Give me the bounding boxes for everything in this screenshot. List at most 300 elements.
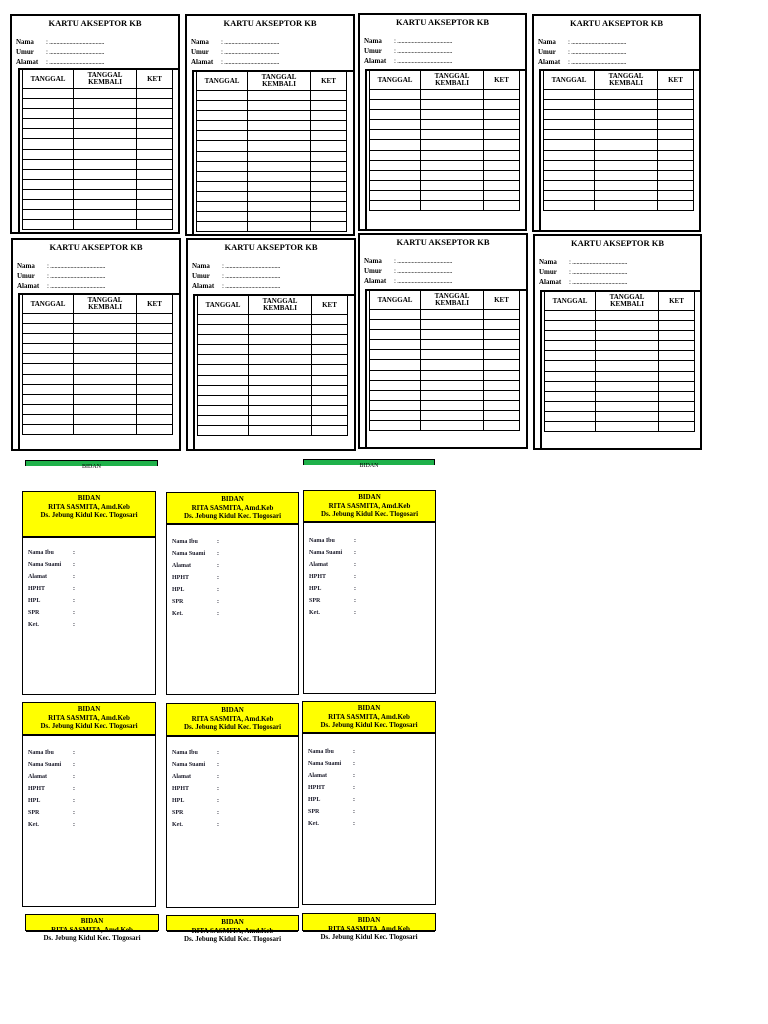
- column-header-ket: KET: [484, 291, 520, 310]
- kb-card-fields: [17, 261, 105, 292]
- kb-field-label: Alamat: [16, 58, 39, 67]
- table-cell: [249, 345, 312, 355]
- kb-field-nama: [364, 36, 452, 46]
- table-cell: [197, 202, 248, 212]
- kb-field-label: Nama: [364, 37, 382, 45]
- kb-field-nama: [191, 37, 279, 47]
- table-cell: [23, 99, 74, 109]
- table-cell: [596, 422, 659, 432]
- table-cell: [74, 200, 137, 210]
- table-cell: [370, 330, 421, 340]
- table-cell: [137, 210, 173, 220]
- table-cell: [248, 141, 311, 151]
- kb-field-umur: [192, 271, 280, 281]
- table-row: [197, 212, 347, 222]
- table-row: [370, 400, 520, 410]
- anc-card-2: [166, 492, 299, 695]
- table-cell: [74, 139, 137, 149]
- table-header-row: [370, 291, 520, 310]
- table-cell: [248, 212, 311, 222]
- table-cell: [545, 401, 596, 411]
- table-row: [23, 324, 173, 334]
- kb-field-label: Umur: [538, 48, 556, 57]
- table-cell: [421, 170, 484, 180]
- table-cell: [421, 150, 484, 160]
- kb-field-label: Nama: [16, 38, 34, 46]
- table-cell: [659, 351, 695, 361]
- table-cell: [74, 344, 137, 354]
- table-cell: [596, 361, 659, 371]
- table-cell: [198, 426, 249, 436]
- table-cell: [421, 140, 484, 150]
- anc-field-ket: [172, 819, 219, 831]
- table-header-row: [545, 292, 695, 311]
- table-row: [545, 401, 695, 411]
- table-cell: [197, 121, 248, 131]
- table-cell: [74, 99, 137, 109]
- table-cell: [23, 374, 74, 384]
- kb-visit-table: [22, 294, 173, 435]
- table-header-row: [544, 71, 694, 90]
- table-cell: [659, 422, 695, 432]
- table-cell: [137, 149, 173, 159]
- table-row: [545, 361, 695, 371]
- anc-field-spr: [308, 806, 355, 818]
- table-cell: [484, 170, 520, 180]
- anc-field-colon: :: [217, 575, 219, 581]
- kb-field-label: Nama: [17, 262, 35, 270]
- table-cell: [596, 321, 659, 331]
- kb-card-title: KARTU AKSEPTOR KB: [570, 238, 665, 248]
- anc-header-midwife-name: RITA SASMITA, Amd.Keb: [51, 925, 133, 934]
- table-cell: [312, 405, 348, 415]
- table-cell: [137, 374, 173, 384]
- kb-field-label: Alamat: [17, 282, 40, 291]
- table-row: [23, 384, 173, 394]
- table-cell: [249, 385, 312, 395]
- anc-field-colon: :: [73, 574, 75, 580]
- table-cell: [312, 345, 348, 355]
- table-cell: [197, 111, 248, 121]
- table-cell: [595, 90, 658, 100]
- table-cell: [421, 421, 484, 431]
- table-cell: [596, 331, 659, 341]
- kb-card-title: KARTU AKSEPTOR KB: [223, 18, 317, 28]
- table-row: [198, 325, 348, 335]
- table-cell: [421, 160, 484, 170]
- kb-visit-table: [196, 71, 347, 232]
- table-cell: [198, 345, 249, 355]
- table-cell: [545, 311, 596, 321]
- table-cell: [137, 384, 173, 394]
- table-row: [198, 395, 348, 405]
- table-cell: [370, 190, 421, 200]
- anc-field-label: HPL: [28, 598, 41, 604]
- table-cell: [198, 395, 249, 405]
- table-cell: [311, 141, 347, 151]
- anc-card-header: [304, 491, 435, 523]
- kb-card-5: [11, 238, 181, 451]
- table-cell: [248, 131, 311, 141]
- table-header-row: [23, 70, 173, 89]
- table-cell: [23, 89, 74, 99]
- table-cell: [74, 129, 137, 139]
- kb-field-label: Alamat: [364, 277, 387, 286]
- table-cell: [198, 325, 249, 335]
- anc-header-midwife-name: RITA SASMITA, Amd.Keb: [328, 712, 410, 721]
- table-cell: [137, 425, 173, 435]
- anc-field-colon: :: [353, 773, 355, 779]
- table-cell: [197, 141, 248, 151]
- table-cell: [545, 411, 596, 421]
- table-cell: [544, 201, 595, 211]
- kb-field-blank: : ......................................: [568, 58, 627, 67]
- kb-field-blank: : ......................................: [394, 257, 453, 265]
- table-cell: [658, 90, 694, 100]
- table-row: [198, 426, 348, 436]
- table-cell: [596, 411, 659, 421]
- kb-field-label: Umur: [539, 268, 557, 277]
- anc-card-fields: [28, 747, 75, 831]
- anc-field-label: Nama Ibu: [309, 538, 335, 544]
- anc-header-title: BIDAN: [77, 705, 101, 713]
- table-cell: [596, 341, 659, 351]
- table-cell: [198, 355, 249, 365]
- anc-field-hpht: [309, 571, 356, 583]
- kb-field-label: Umur: [364, 267, 382, 276]
- table-cell: [248, 222, 311, 232]
- anc-field-colon: :: [73, 610, 75, 616]
- table-row: [23, 159, 173, 169]
- table-cell: [370, 110, 421, 120]
- table-cell: [74, 425, 137, 435]
- table-cell: [198, 335, 249, 345]
- column-header-ket: KET: [658, 71, 694, 90]
- anc-header-title: BIDAN: [77, 494, 101, 502]
- table-row: [370, 110, 520, 120]
- anc-field-label: Ket.: [308, 821, 319, 827]
- column-header-tanggal-kembali: TANGGAL KEMBALI: [596, 292, 659, 311]
- anc-field-colon: :: [354, 562, 356, 568]
- column-header-tanggal-kembali: TANGGAL KEMBALI: [421, 291, 484, 310]
- table-row: [370, 360, 520, 370]
- table-cell: [484, 180, 520, 190]
- anc-header-address: Ds. Jebung Kidul Kec. Tlogosari: [40, 722, 138, 730]
- kb-field-blank: : ......................................: [46, 38, 105, 46]
- table-cell: [421, 370, 484, 380]
- table-cell: [137, 344, 173, 354]
- table-cell: [198, 405, 249, 415]
- table-row: [198, 315, 348, 325]
- table-cell: [23, 425, 74, 435]
- table-cell: [545, 422, 596, 432]
- table-cell: [544, 170, 595, 180]
- anc-header-midwife-name: RITA SASMITA, Amd.Keb: [48, 713, 130, 722]
- table-cell: [312, 335, 348, 345]
- table-cell: [484, 150, 520, 160]
- table-cell: [659, 331, 695, 341]
- table-cell: [197, 171, 248, 181]
- kb-field-alamat: [192, 281, 280, 291]
- table-cell: [421, 320, 484, 330]
- column-header-tanggal: TANGGAL: [198, 296, 249, 315]
- table-row: [197, 222, 347, 232]
- anc-header-address: Ds. Jebung Kidul Kec. Tlogosari: [43, 934, 141, 942]
- kb-card-fields: [539, 257, 627, 288]
- table-cell: [249, 415, 312, 425]
- table-cell: [484, 370, 520, 380]
- table-row: [370, 330, 520, 340]
- table-cell: [23, 200, 74, 210]
- table-cell: [545, 331, 596, 341]
- table-cell: [311, 131, 347, 141]
- anc-field-nama-ibu: [308, 746, 355, 758]
- anc-field-label: Alamat: [28, 574, 47, 580]
- kb-card-3: [358, 13, 527, 231]
- table-cell: [74, 169, 137, 179]
- kb-card-4: [532, 14, 701, 232]
- table-row: [198, 385, 348, 395]
- anc-header-address: Ds. Jebung Kidul Kec. Tlogosari: [40, 511, 138, 519]
- table-cell: [312, 395, 348, 405]
- anc-header-address: Ds. Jebung Kidul Kec. Tlogosari: [183, 723, 282, 731]
- table-cell: [249, 365, 312, 375]
- table-cell: [197, 161, 248, 171]
- table-cell: [484, 100, 520, 110]
- anc-field-ket: [172, 608, 219, 620]
- anc-field-label: Nama Ibu: [308, 749, 334, 755]
- table-row: [370, 170, 520, 180]
- table-cell: [658, 130, 694, 140]
- table-cell: [484, 360, 520, 370]
- anc-field-alamat: [309, 559, 356, 571]
- table-cell: [249, 355, 312, 365]
- table-cell: [421, 201, 484, 211]
- table-cell: [248, 91, 311, 101]
- table-cell: [311, 161, 347, 171]
- table-row: [197, 171, 347, 181]
- table-row: [545, 391, 695, 401]
- table-row: [197, 111, 347, 121]
- table-row: [197, 161, 347, 171]
- anc-field-nama-suami: [172, 759, 219, 771]
- table-cell: [137, 324, 173, 334]
- table-row: [545, 351, 695, 361]
- column-header-tanggal: TANGGAL: [545, 292, 596, 311]
- anc-field-hpht: [28, 583, 75, 595]
- anc-field-alamat: [172, 771, 219, 783]
- anc-field-label: SPR: [28, 810, 40, 816]
- table-cell: [23, 210, 74, 220]
- table-cell: [421, 330, 484, 340]
- table-cell: [197, 212, 248, 222]
- table-row: [544, 201, 694, 211]
- kb-field-blank: : ......................................: [569, 258, 628, 266]
- kb-field-alamat: [538, 57, 626, 67]
- table-row: [23, 200, 173, 210]
- table-cell: [248, 111, 311, 121]
- table-cell: [544, 190, 595, 200]
- anc-field-spr: [28, 607, 75, 619]
- anc-header-title: BIDAN: [221, 918, 244, 926]
- anc-header-title: BIDAN: [221, 706, 244, 714]
- table-row: [23, 99, 173, 109]
- table-cell: [545, 391, 596, 401]
- kb-field-blank: : ......................................: [222, 282, 281, 291]
- anc-card-header: [303, 914, 435, 941]
- anc-field-colon: :: [73, 622, 75, 628]
- column-header-tanggal: TANGGAL: [197, 72, 248, 91]
- table-row: [198, 405, 348, 415]
- table-cell: [198, 315, 249, 325]
- table-cell: [421, 340, 484, 350]
- anc-field-label: SPR: [172, 810, 184, 816]
- column-header-ket: KET: [137, 295, 173, 314]
- table-cell: [595, 140, 658, 150]
- table-cell: [198, 375, 249, 385]
- table-cell: [421, 110, 484, 120]
- table-row: [23, 425, 173, 435]
- anc-field-colon: :: [217, 798, 219, 804]
- table-cell: [249, 315, 312, 325]
- table-cell: [544, 100, 595, 110]
- table-cell: [74, 109, 137, 119]
- table-cell: [658, 150, 694, 160]
- anc-field-hpht: [308, 782, 355, 794]
- table-cell: [484, 140, 520, 150]
- table-cell: [544, 140, 595, 150]
- table-cell: [596, 371, 659, 381]
- table-cell: [74, 324, 137, 334]
- table-row: [23, 334, 173, 344]
- column-header-tanggal-kembali: TANGGAL KEMBALI: [595, 71, 658, 90]
- anc-field-colon: :: [354, 586, 356, 592]
- anc-field-hpl: [28, 595, 75, 607]
- table-row: [197, 181, 347, 191]
- table-cell: [74, 179, 137, 189]
- table-cell: [421, 360, 484, 370]
- kb-field-blank: : ......................................: [394, 37, 453, 45]
- table-cell: [311, 181, 347, 191]
- table-cell: [74, 414, 137, 424]
- table-cell: [23, 394, 74, 404]
- kb-field-umur: [538, 47, 626, 57]
- anc-field-label: Nama Suami: [172, 551, 206, 557]
- anc-card-4: [22, 702, 156, 907]
- anc-header-midwife-name: RITA SASMITA, Amd.Keb: [328, 924, 410, 933]
- anc-field-colon: :: [73, 550, 75, 556]
- column-header-tanggal: TANGGAL: [23, 70, 74, 89]
- kb-field-label: Alamat: [364, 57, 387, 66]
- table-cell: [74, 149, 137, 159]
- table-cell: [74, 404, 137, 414]
- table-row: [23, 364, 173, 374]
- anc-field-spr: [172, 807, 219, 819]
- table-row: [23, 169, 173, 179]
- kb-visit-table: [369, 70, 520, 211]
- table-cell: [595, 130, 658, 140]
- table-row: [370, 410, 520, 420]
- kb-visit-table: [543, 70, 694, 211]
- table-header-row: [197, 72, 347, 91]
- table-row: [544, 160, 694, 170]
- table-cell: [198, 365, 249, 375]
- anc-header-address: Ds. Jebung Kidul Kec. Tlogosari: [320, 721, 418, 729]
- table-cell: [23, 324, 74, 334]
- table-cell: [596, 311, 659, 321]
- table-row: [370, 150, 520, 160]
- table-cell: [312, 365, 348, 375]
- anc-field-label: Nama Suami: [309, 550, 343, 556]
- table-row: [544, 150, 694, 160]
- column-header-ket: KET: [137, 70, 173, 89]
- table-cell: [74, 119, 137, 129]
- table-cell: [74, 159, 137, 169]
- table-cell: [248, 171, 311, 181]
- table-cell: [370, 390, 421, 400]
- kb-field-blank: : ......................................: [394, 267, 453, 276]
- table-cell: [23, 149, 74, 159]
- anc-field-nama-ibu: [28, 747, 75, 759]
- anc-field-label: HPHT: [28, 586, 46, 592]
- anc-field-label: SPR: [308, 809, 320, 815]
- table-cell: [23, 364, 74, 374]
- table-cell: [659, 341, 695, 351]
- table-cell: [311, 191, 347, 201]
- kb-card-fields: [364, 36, 452, 67]
- anc-field-colon: :: [217, 762, 219, 768]
- anc-field-label: Ket.: [309, 610, 320, 616]
- anc-header-title: BIDAN: [80, 917, 104, 925]
- anc-field-colon: :: [73, 598, 75, 604]
- table-cell: [658, 201, 694, 211]
- table-cell: [197, 151, 248, 161]
- table-cell: [248, 121, 311, 131]
- table-cell: [23, 344, 74, 354]
- table-cell: [23, 129, 74, 139]
- kb-card-7: [358, 233, 528, 449]
- table-cell: [248, 191, 311, 201]
- table-row: [370, 370, 520, 380]
- table-cell: [23, 189, 74, 199]
- anc-card-header: [23, 492, 155, 538]
- anc-field-label: Nama Suami: [28, 762, 62, 768]
- kb-field-blank: : ......................................: [569, 278, 628, 287]
- anc-field-colon: :: [217, 611, 219, 617]
- anc-field-alamat: [172, 560, 219, 572]
- anc-field-spr: [28, 807, 75, 819]
- green-header-tab: BIDAN: [303, 459, 435, 465]
- table-row: [545, 321, 695, 331]
- table-cell: [23, 109, 74, 119]
- table-row: [23, 394, 173, 404]
- column-header-tanggal-kembali: TANGGAL KEMBALI: [74, 295, 137, 314]
- table-row: [197, 191, 347, 201]
- table-cell: [544, 110, 595, 120]
- anc-field-label: SPR: [28, 610, 40, 616]
- table-cell: [421, 120, 484, 130]
- anc-field-colon: :: [73, 750, 75, 756]
- table-row: [197, 131, 347, 141]
- kb-field-label: Umur: [191, 48, 209, 57]
- table-row: [544, 190, 694, 200]
- table-cell: [484, 410, 520, 420]
- table-cell: [658, 110, 694, 120]
- table-cell: [23, 404, 74, 414]
- anc-field-label: Nama Ibu: [172, 539, 198, 545]
- kb-field-blank: : ......................................: [394, 57, 453, 66]
- table-cell: [370, 410, 421, 420]
